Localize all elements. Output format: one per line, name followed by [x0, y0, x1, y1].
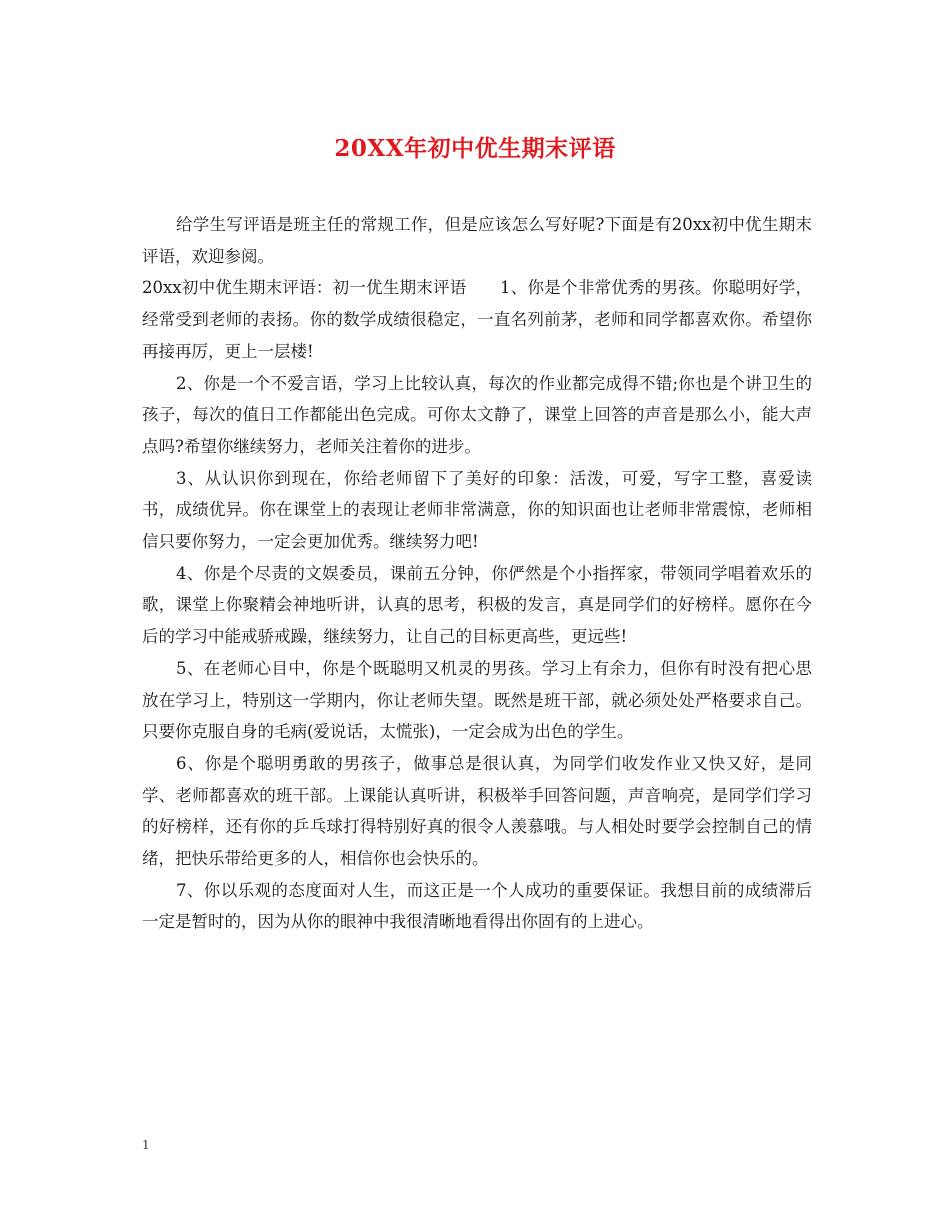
- comment-paragraph: 2、你是一个不爱言语，学习上比较认真，每次的作业都完成得不错;你也是个讲卫生的孩子，每次的值日工作都能出色完成。可你太文静了，课堂上回答的声音是那么小，能大声点吗?希望你继续努力，老师关注着你的进步。: [142, 373, 812, 456]
- comment-paragraph: 5、在老师心目中，你是个既聪明又机灵的男孩。学习上有余力，但你有时没有把心思放在学习上，特别这一学期内，你让老师失望。既然是班干部，就必须处处严格要求自己。只要你克服自身的毛病(爱说话，太慌张)，一定会成为出色的学生。: [142, 658, 812, 742]
- comment-paragraph: 6、你是个聪明勇敢的男孩子，做事总是很认真，为同学们收发作业又快又好，是同学、老师都喜欢的班干部。上课能认真听讲，积极举手回答问题，声音响亮，是同学们学习的好榜样，还有你的乒乓球打得特别好真的很令人羡慕哦。与人相处时要学会控制自己的情绪，把快乐带给更多的人，相信你也会快乐的。: [142, 753, 812, 869]
- comment-paragraph: 7、你以乐观的态度面对人生，而这正是一个人成功的重要保证。我想目前的成绩滞后一定是暂时的，因为从你的眼神中我很清晰地看得出你固有的上进心。: [142, 880, 812, 932]
- subheading-paragraph: 20xx初中优生期末评语：初一优生期末评语 1、你是个非常优秀的男孩。你聪明好学，经常受到老师的表扬。你的数学成绩很稳定，一直名列前茅，老师和同学都喜欢你。希望你再接再厉，更上一层楼!: [142, 278, 812, 361]
- document-body: [142, 209, 812, 938]
- comment-paragraph: 3、从认识你到现在，你给老师留下了美好的印象：活泼，可爱，写字工整，喜爱读书，成绩优异。你在课堂上的表现让老师非常满意，你的知识面也让老师非常震惊，老师相信只要你努力，一定会更加优秀。继续努力吧!: [142, 468, 812, 552]
- document-title: 20XX年初中优生期末评语: [334, 135, 616, 162]
- comment-paragraph: 4、你是个尽责的文娱委员，课前五分钟，你俨然是个小指挥家，带领同学唱着欢乐的歌，课堂上你聚精会神地听讲，认真的思考，积极的发言，真是同学们的好榜样。愿你在今后的学习中能戒骄戒躁，继续努力，让自己的目标更高些，更远些!: [142, 563, 812, 647]
- intro-paragraph: 给学生写评语是班主任的常规工作，但是应该怎么写好呢?下面是有20xx初中优生期末评语，欢迎参阅。: [142, 215, 812, 266]
- page-number: 1: [142, 1138, 150, 1152]
